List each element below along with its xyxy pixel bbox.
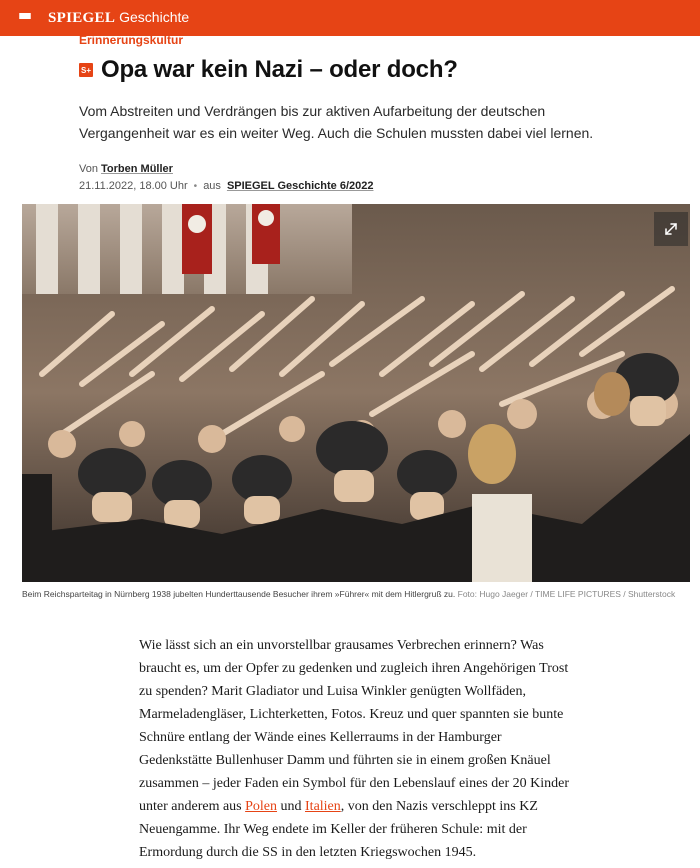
expand-arrows-icon: [663, 221, 679, 237]
brand-name: SPIEGEL: [48, 10, 116, 26]
hamburger-menu-icon: [19, 13, 31, 23]
link-italien[interactable]: Italien: [305, 799, 341, 814]
paragraph-text-2: und: [277, 799, 306, 814]
paragraph-text-3: , von den Nazis verschleppt ins KZ Neuengamme. Ihr Weg endete im Keller der früheren Schule: mit der Ermordung durch die SS in den letzten Kriegswochen 1945.: [139, 799, 538, 860]
byline-prefix: Von: [79, 163, 98, 175]
expand-image-button[interactable]: [654, 212, 688, 246]
article-kicker: Erinnerungskultur: [79, 33, 184, 47]
photo-credit: Foto: Hugo Jaeger / TIME LIFE PICTURES / Shutterstock: [457, 589, 676, 599]
image-caption: [22, 588, 690, 600]
article-paragraph: [139, 634, 569, 864]
spiegel-plus-badge: S+: [79, 63, 93, 77]
source-prefix: aus: [203, 180, 221, 192]
article-teaser: Vom Abstreiten und Verdrängen bis zur aktiven Aufarbeitung der deutschen Vergangenheit war es ein weiter Weg. Auch die Schulen mussten dabei viel lernen.: [79, 103, 594, 141]
site-header: [0, 0, 700, 36]
article-meta: [79, 180, 373, 192]
paragraph-text-1: Wie lässt sich an ein unvorstellbar grausames Verbrechen erinnern? Was braucht es, um der Opfer zu gedenken und zugleich ihren Angehörigen Trost zu spenden? Marit Gladiator und Luisa Winkler genügten Wollfäden, Marmeladengläser, Lichterketten, Fotos. Kreuz und quer spannten sie bunte Schnüre entlang der Wände eines Kellerraums in der Hamburger Gedenkstätte Bullenhuser Damm und führten sie in einem großen Knäuel zusammen – jeder Faden ein Symbol für den Lebenslauf eines der 20 Kinder unter anderem aus: [139, 638, 569, 814]
menu-button[interactable]: [0, 0, 50, 36]
caption-text: Beim Reichsparteitag in Nürnberg 1938 jubelten Hunderttausende Besucher ihrem »Führer« mit dem Hitlergruß zu.: [22, 589, 456, 599]
source-link[interactable]: SPIEGEL Geschichte 6/2022: [226, 180, 374, 192]
byline: [79, 163, 173, 175]
article-photo[interactable]: [22, 204, 690, 582]
headline-row: [79, 56, 458, 84]
site-logo[interactable]: [48, 9, 189, 27]
section-name: Geschichte: [119, 9, 190, 25]
article-headline: Opa war kein Nazi – oder doch?: [101, 56, 458, 83]
link-polen[interactable]: Polen: [245, 799, 278, 814]
author-link[interactable]: Torben Müller: [101, 163, 173, 175]
meta-separator: •: [193, 180, 198, 192]
publish-date: 21.11.2022, 18.00 Uhr: [79, 180, 188, 192]
crowd-photo-illustration: [22, 204, 690, 582]
